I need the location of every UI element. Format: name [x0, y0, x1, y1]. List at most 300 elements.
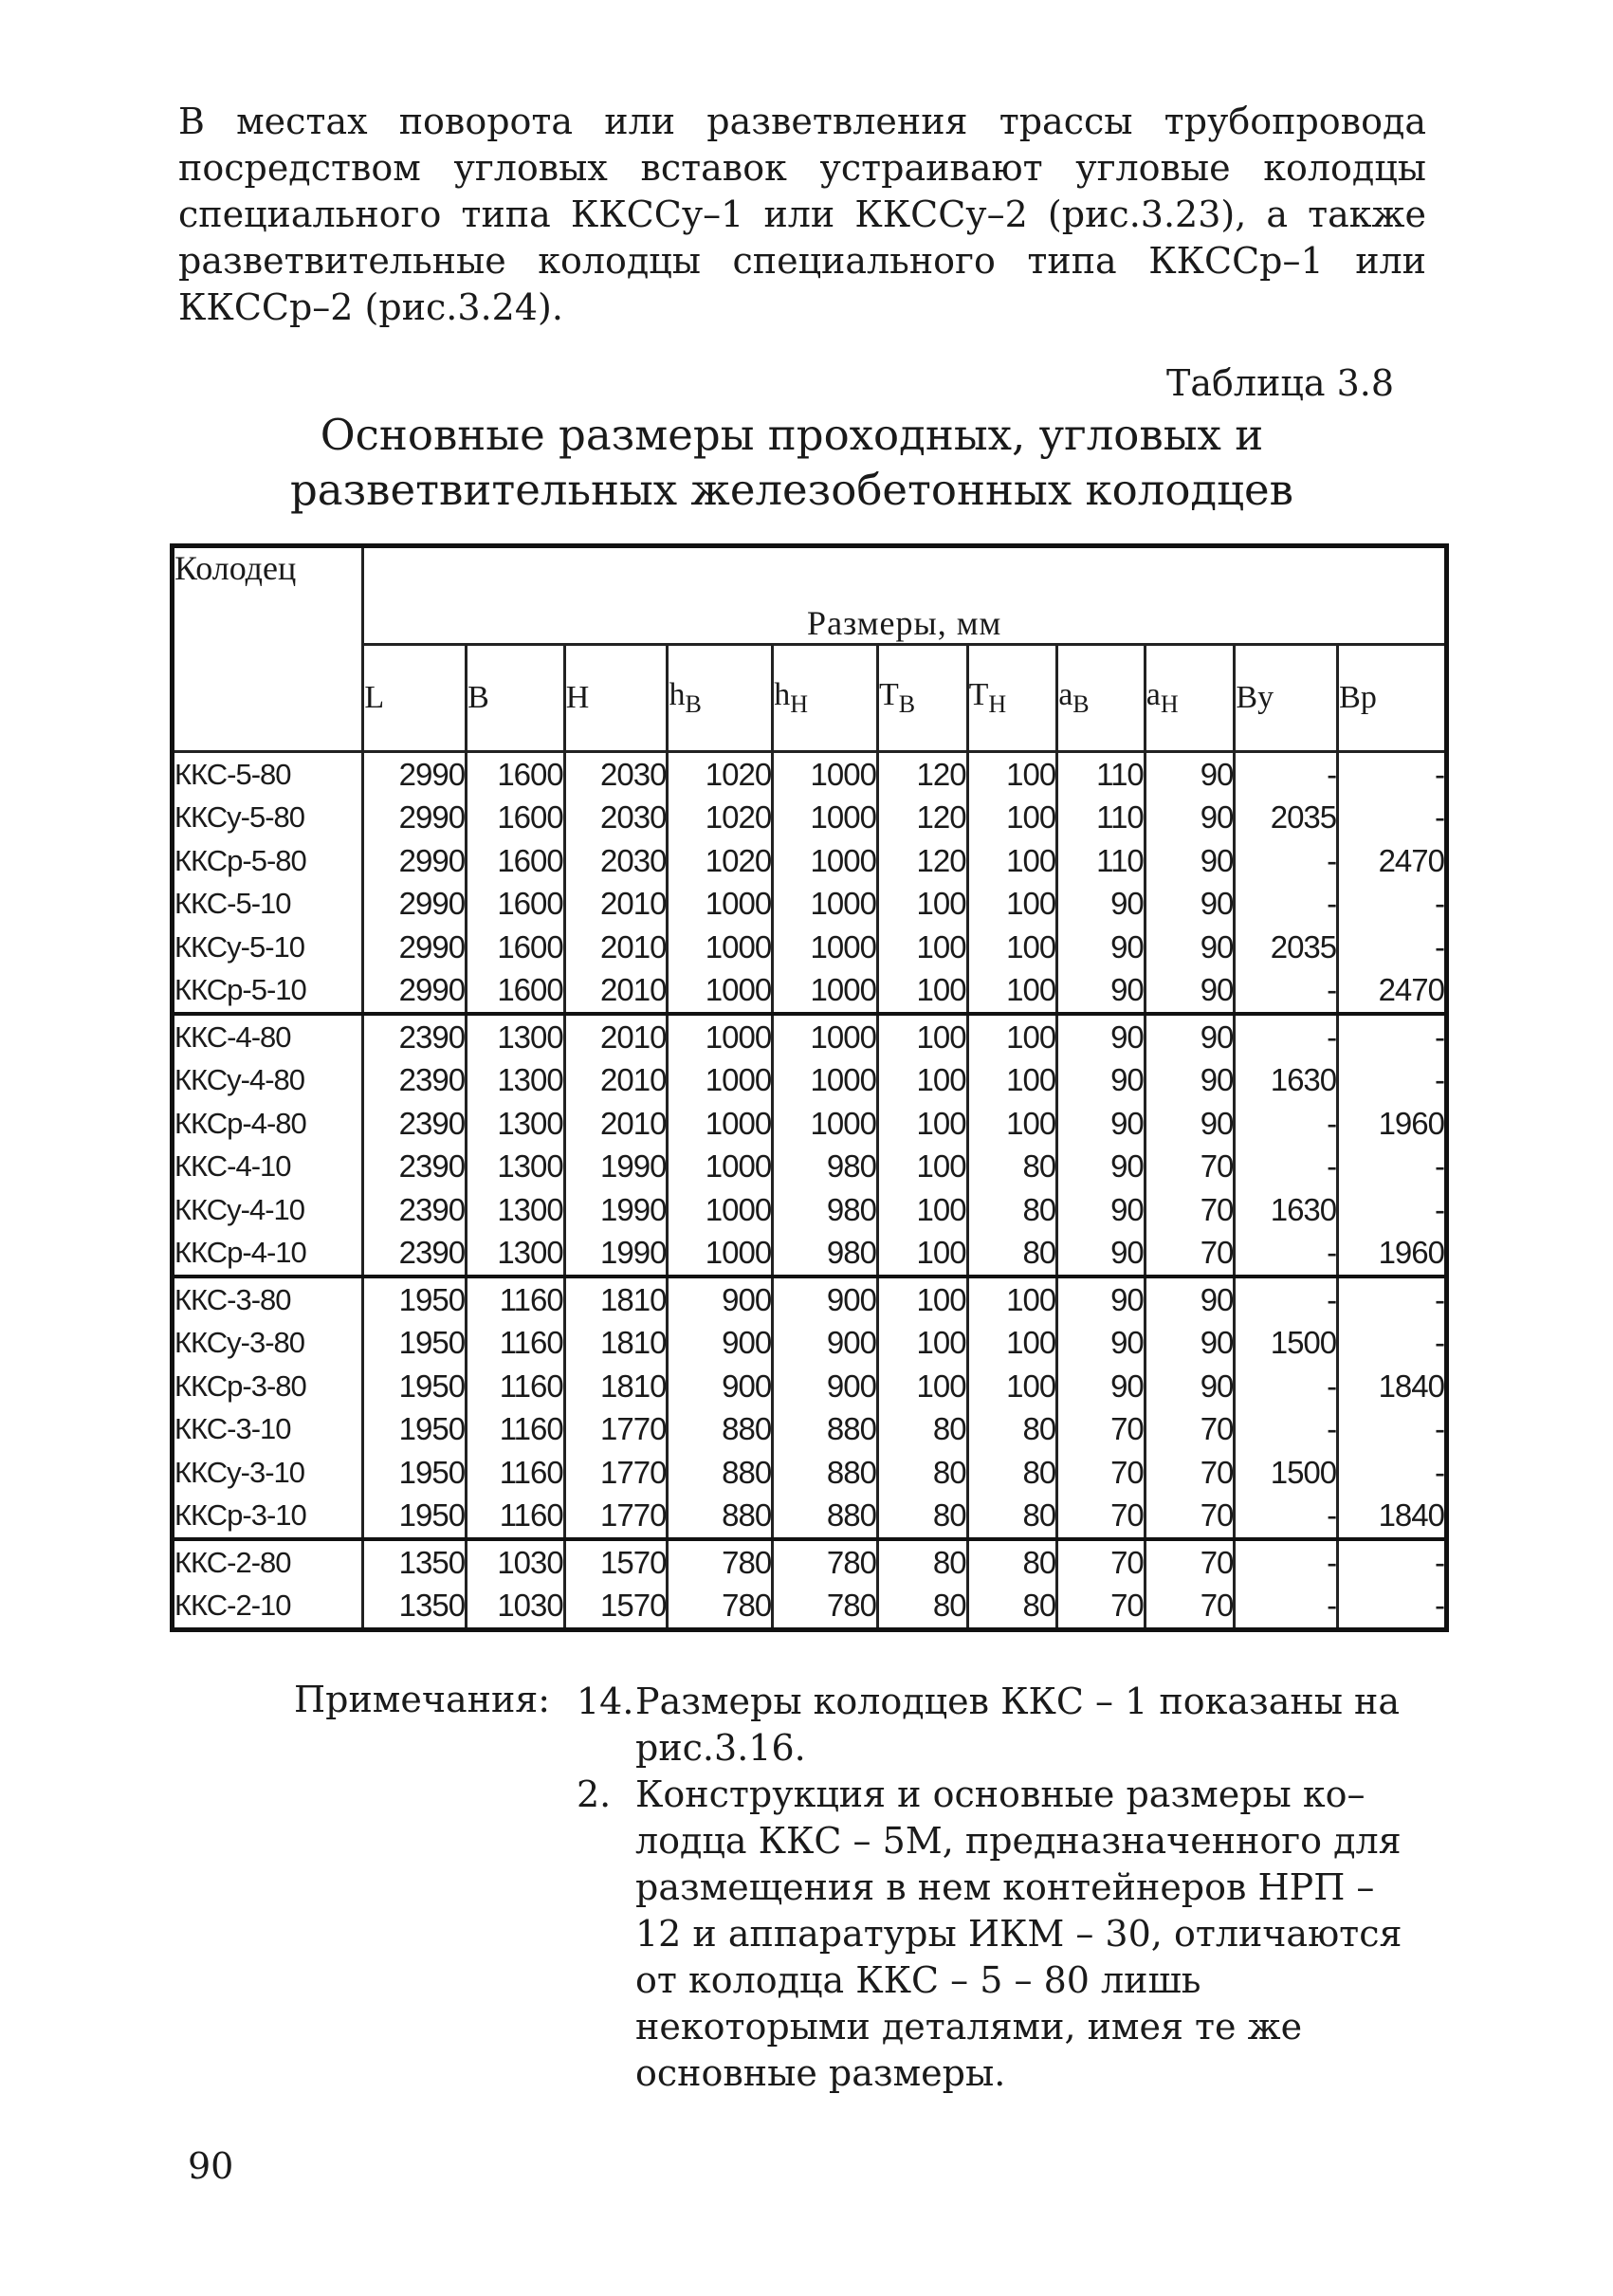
header-column [564, 645, 668, 752]
note-number: 14. [577, 1681, 634, 1722]
value-cell: - [1338, 1408, 1447, 1452]
value-cell: 1020 [668, 752, 773, 797]
value-cell: 1000 [668, 1059, 773, 1103]
well-name-cell: ККС-4-80 [173, 1014, 363, 1059]
value-cell: 1770 [564, 1408, 668, 1452]
table-row [173, 1585, 1447, 1630]
value-cell: 1020 [668, 839, 773, 883]
value-cell: 100 [877, 1365, 967, 1408]
header-dimensions-group: Размеры, мм [363, 546, 1447, 645]
well-name-cell: ККС-2-10 [173, 1585, 363, 1630]
value-cell: 980 [773, 1232, 878, 1277]
value-cell: 80 [967, 1188, 1057, 1232]
value-cell: 100 [877, 883, 967, 927]
value-cell: 90 [1057, 1188, 1146, 1232]
value-cell: 1500 [1235, 1451, 1338, 1495]
value-cell: 2390 [363, 1059, 467, 1103]
header-column-subscript: Н [790, 689, 808, 718]
header-column [1235, 645, 1338, 752]
value-cell: 90 [1145, 1102, 1235, 1146]
value-cell: - [1235, 1277, 1338, 1322]
value-cell: 1160 [467, 1451, 565, 1495]
value-cell: 80 [967, 1539, 1057, 1585]
table-row [173, 1232, 1447, 1277]
value-cell: 1600 [467, 926, 565, 969]
value-cell: 1000 [668, 969, 773, 1015]
note-item [577, 1772, 1411, 2097]
value-cell: 90 [1057, 1146, 1146, 1189]
value-cell: - [1338, 1146, 1447, 1189]
value-cell: 980 [773, 1146, 878, 1189]
well-name-cell: ККС-3-10 [173, 1408, 363, 1452]
value-cell: 780 [668, 1539, 773, 1585]
notes-list [577, 1679, 1411, 2097]
value-cell: - [1235, 1102, 1338, 1146]
value-cell: 1000 [773, 969, 878, 1015]
value-cell: 900 [668, 1322, 773, 1366]
value-cell: 2470 [1338, 839, 1447, 883]
value-cell: 1990 [564, 1146, 668, 1189]
value-cell: 2990 [363, 752, 467, 797]
value-cell: 120 [877, 797, 967, 840]
value-cell: - [1235, 1146, 1338, 1189]
value-cell: 880 [668, 1495, 773, 1540]
well-name-cell: ККСу-3-80 [173, 1322, 363, 1366]
well-name-cell: ККСу-5-10 [173, 926, 363, 969]
value-cell: 90 [1057, 926, 1146, 969]
value-cell: 1300 [467, 1146, 565, 1189]
header-column [363, 645, 467, 752]
value-cell: 90 [1057, 1365, 1146, 1408]
table-row [173, 1495, 1447, 1540]
value-cell: 1630 [1235, 1188, 1338, 1232]
table-title-line-2: разветвительных железобетонных колодцев [289, 465, 1294, 515]
well-name-cell: ККС-5-10 [173, 883, 363, 927]
header-column-subscript: В [1072, 689, 1090, 718]
value-cell: 110 [1057, 839, 1146, 883]
table-row [173, 1059, 1447, 1103]
well-name-cell: ККСу-4-80 [173, 1059, 363, 1103]
well-name-cell: ККС-2-80 [173, 1539, 363, 1585]
header-column-subscript: Н [1160, 689, 1179, 718]
table-row [173, 1188, 1447, 1232]
value-cell: - [1338, 1322, 1447, 1366]
value-cell: 100 [967, 883, 1057, 927]
table-row [173, 797, 1447, 840]
value-cell: 100 [967, 1322, 1057, 1366]
value-cell: 100 [967, 969, 1057, 1015]
header-column-symbol: Bу [1236, 680, 1274, 715]
value-cell: - [1338, 797, 1447, 840]
value-cell: 2030 [564, 752, 668, 797]
well-name-cell: ККСу-3-10 [173, 1451, 363, 1495]
value-cell: 780 [773, 1539, 878, 1585]
value-cell: 1950 [363, 1408, 467, 1452]
value-cell: 2010 [564, 1014, 668, 1059]
value-cell: 1810 [564, 1322, 668, 1366]
value-cell: 1950 [363, 1495, 467, 1540]
value-cell: 1770 [564, 1451, 668, 1495]
value-cell: - [1338, 752, 1447, 797]
well-name-cell: ККСр-4-10 [173, 1232, 363, 1277]
header-well: Колодец [173, 546, 363, 752]
value-cell: 1000 [668, 1146, 773, 1189]
note-number: 2. [577, 1773, 612, 1815]
table-row [173, 969, 1447, 1015]
value-cell: 900 [668, 1277, 773, 1322]
value-cell: 110 [1057, 752, 1146, 797]
value-cell: 1300 [467, 1102, 565, 1146]
value-cell: 100 [967, 1102, 1057, 1146]
value-cell: 2035 [1235, 926, 1338, 969]
value-cell: 1990 [564, 1188, 668, 1232]
value-cell: 120 [877, 752, 967, 797]
value-cell: 70 [1145, 1585, 1235, 1630]
table-row [173, 1014, 1447, 1059]
value-cell: 1020 [668, 797, 773, 840]
well-name-cell: ККС-5-80 [173, 752, 363, 797]
value-cell: 1160 [467, 1322, 565, 1366]
value-cell: 90 [1145, 752, 1235, 797]
value-cell: 1500 [1235, 1322, 1338, 1366]
value-cell: 90 [1145, 1277, 1235, 1322]
value-cell: 1810 [564, 1365, 668, 1408]
well-name-cell: ККС-3-80 [173, 1277, 363, 1322]
value-cell: 2990 [363, 969, 467, 1015]
value-cell: - [1338, 1451, 1447, 1495]
header-column-symbol: h [669, 677, 686, 713]
header-column [668, 645, 773, 752]
value-cell: 80 [877, 1408, 967, 1452]
value-cell: - [1235, 1014, 1338, 1059]
value-cell: 2010 [564, 969, 668, 1015]
note-text: Размеры колодцев ККС – 1 показаны на рис.3.16. [635, 1681, 1401, 1769]
value-cell: 900 [773, 1365, 878, 1408]
value-cell: 90 [1145, 1322, 1235, 1366]
value-cell: 90 [1057, 1232, 1146, 1277]
value-cell: 1600 [467, 752, 565, 797]
value-cell: - [1235, 1495, 1338, 1540]
value-cell: 110 [1057, 797, 1146, 840]
value-cell: 2390 [363, 1232, 467, 1277]
value-cell: 2390 [363, 1014, 467, 1059]
header-column-symbol: Bр [1339, 680, 1377, 715]
value-cell: 1000 [773, 839, 878, 883]
value-cell: 1600 [467, 969, 565, 1015]
value-cell: - [1235, 752, 1338, 797]
value-cell: 100 [967, 839, 1057, 883]
value-cell: 1300 [467, 1188, 565, 1232]
value-cell: - [1338, 1539, 1447, 1585]
value-cell: 70 [1145, 1408, 1235, 1452]
header-column-subscript: Н [988, 689, 1007, 718]
value-cell: 2035 [1235, 797, 1338, 840]
value-cell: 100 [877, 1059, 967, 1103]
table-row [173, 1102, 1447, 1146]
value-cell: 880 [668, 1408, 773, 1452]
notes-label: Примечания: [294, 1679, 551, 1720]
value-cell: 90 [1145, 926, 1235, 969]
value-cell: 1000 [773, 752, 878, 797]
dimensions-table [170, 543, 1449, 1632]
table-row [173, 1146, 1447, 1189]
value-cell: - [1235, 1408, 1338, 1452]
value-cell: 70 [1145, 1539, 1235, 1585]
intro-paragraph: В местах поворота или разветвления трассы трубопровода посредством угловых вставок устраивают угловые колодцы специального типа ККССу–1 или ККССу–2 (рис.3.23), а также разветвительные колодцы специального типа ККССр–1 или ККССр–2 (рис.3.24). [178, 101, 1426, 328]
value-cell: 80 [967, 1232, 1057, 1277]
value-cell: 1570 [564, 1539, 668, 1585]
header-column [773, 645, 878, 752]
value-cell: - [1338, 1188, 1447, 1232]
value-cell: 2990 [363, 883, 467, 927]
well-name-cell: ККСр-3-80 [173, 1365, 363, 1408]
value-cell: 2990 [363, 797, 467, 840]
value-cell: 1600 [467, 883, 565, 927]
value-cell: - [1338, 1014, 1447, 1059]
page-number: 90 [188, 2145, 234, 2187]
table-title-line-1: Основные размеры проходных, угловых и [320, 410, 1264, 460]
header-column-symbol: H [565, 680, 590, 715]
header-column-symbol: T [878, 677, 899, 713]
value-cell: 780 [668, 1585, 773, 1630]
value-cell: - [1235, 1232, 1338, 1277]
value-cell: 1000 [773, 1102, 878, 1146]
value-cell: 90 [1145, 969, 1235, 1015]
value-cell: 1600 [467, 797, 565, 840]
value-cell: 90 [1057, 1277, 1146, 1322]
well-name-cell: ККСу-5-80 [173, 797, 363, 840]
value-cell: 880 [773, 1451, 878, 1495]
value-cell: 1840 [1338, 1495, 1447, 1540]
value-cell: 880 [773, 1495, 878, 1540]
value-cell: 80 [967, 1408, 1057, 1452]
value-cell: 1570 [564, 1585, 668, 1630]
table-row [173, 839, 1447, 883]
value-cell: 90 [1145, 1365, 1235, 1408]
value-cell: 100 [877, 1102, 967, 1146]
value-cell: 100 [877, 1188, 967, 1232]
value-cell: 80 [877, 1451, 967, 1495]
value-cell: 100 [877, 969, 967, 1015]
value-cell: 90 [1145, 839, 1235, 883]
value-cell: 90 [1145, 1059, 1235, 1103]
value-cell: 1030 [467, 1585, 565, 1630]
value-cell: 1000 [668, 1014, 773, 1059]
value-cell: 90 [1057, 1322, 1146, 1366]
value-cell: 2470 [1338, 969, 1447, 1015]
header-column-symbol: a [1146, 677, 1161, 713]
value-cell: 1950 [363, 1277, 467, 1322]
value-cell: 1300 [467, 1059, 565, 1103]
value-cell: - [1235, 969, 1338, 1015]
value-cell: 1000 [773, 883, 878, 927]
value-cell: 1950 [363, 1365, 467, 1408]
well-name-cell: ККСр-5-80 [173, 839, 363, 883]
value-cell: 880 [773, 1408, 878, 1452]
value-cell: 1350 [363, 1585, 467, 1630]
value-cell: 1600 [467, 839, 565, 883]
value-cell: 1300 [467, 1014, 565, 1059]
well-name-cell: ККС-4-10 [173, 1146, 363, 1189]
header-column-subscript: В [898, 689, 916, 718]
value-cell: 1000 [773, 1059, 878, 1103]
value-cell: 120 [877, 839, 967, 883]
value-cell: 100 [967, 926, 1057, 969]
value-cell: 1000 [668, 1188, 773, 1232]
table-row [173, 1277, 1447, 1322]
table-row [173, 1365, 1447, 1408]
value-cell: - [1338, 1059, 1447, 1103]
value-cell: - [1338, 926, 1447, 969]
well-name-cell: ККСр-5-10 [173, 969, 363, 1015]
value-cell: - [1338, 883, 1447, 927]
value-cell: 90 [1145, 797, 1235, 840]
table-row [173, 926, 1447, 969]
value-cell: 2010 [564, 1059, 668, 1103]
value-cell: 2990 [363, 839, 467, 883]
value-cell: 100 [967, 1059, 1057, 1103]
table-row [173, 752, 1447, 797]
value-cell: 90 [1057, 969, 1146, 1015]
value-cell: 1950 [363, 1451, 467, 1495]
header-column-symbol: L [364, 680, 385, 715]
value-cell: - [1235, 839, 1338, 883]
header-column [1338, 645, 1447, 752]
header-column-symbol: h [774, 677, 791, 713]
table-title [237, 408, 1347, 518]
value-cell: 70 [1057, 1495, 1146, 1540]
value-cell: 100 [967, 1014, 1057, 1059]
well-name-cell: ККСр-3-10 [173, 1495, 363, 1540]
value-cell: 100 [967, 752, 1057, 797]
value-cell: 2990 [363, 926, 467, 969]
value-cell: - [1235, 1365, 1338, 1408]
value-cell: 2010 [564, 1102, 668, 1146]
table-label: Таблица 3.8 [1166, 362, 1394, 404]
value-cell: 1950 [363, 1322, 467, 1366]
header-column [467, 645, 565, 752]
value-cell: 100 [877, 1232, 967, 1277]
value-cell: 2390 [363, 1102, 467, 1146]
table-row [173, 1322, 1447, 1366]
value-cell: 1810 [564, 1277, 668, 1322]
well-name-cell: ККСр-4-80 [173, 1102, 363, 1146]
value-cell: 1960 [1338, 1102, 1447, 1146]
value-cell: 2010 [564, 883, 668, 927]
value-cell: 2030 [564, 839, 668, 883]
value-cell: 1160 [467, 1408, 565, 1452]
value-cell: 2390 [363, 1188, 467, 1232]
value-cell: 100 [967, 1365, 1057, 1408]
value-cell: 90 [1145, 883, 1235, 927]
value-cell: 2010 [564, 926, 668, 969]
value-cell: 1840 [1338, 1365, 1447, 1408]
value-cell: 1960 [1338, 1232, 1447, 1277]
value-cell: 70 [1145, 1232, 1235, 1277]
value-cell: 1000 [773, 1014, 878, 1059]
value-cell: 1630 [1235, 1059, 1338, 1103]
value-cell: 1990 [564, 1232, 668, 1277]
value-cell: 80 [877, 1495, 967, 1540]
table-row [173, 1451, 1447, 1495]
table-row [173, 1539, 1447, 1585]
header-column [1145, 645, 1235, 752]
value-cell: 1160 [467, 1277, 565, 1322]
value-cell: 70 [1057, 1539, 1146, 1585]
value-cell: 70 [1057, 1585, 1146, 1630]
value-cell: 1000 [668, 1102, 773, 1146]
value-cell: 70 [1145, 1188, 1235, 1232]
value-cell: - [1338, 1585, 1447, 1630]
value-cell: 1350 [363, 1539, 467, 1585]
value-cell: 900 [773, 1277, 878, 1322]
value-cell: 80 [967, 1585, 1057, 1630]
value-cell: 100 [877, 1322, 967, 1366]
value-cell: 70 [1057, 1451, 1146, 1495]
value-cell: 1000 [773, 926, 878, 969]
value-cell: 980 [773, 1188, 878, 1232]
value-cell: - [1235, 883, 1338, 927]
value-cell: 100 [967, 797, 1057, 840]
header-column [877, 645, 967, 752]
well-name-cell: ККСу-4-10 [173, 1188, 363, 1232]
value-cell: 1000 [668, 883, 773, 927]
value-cell: 1160 [467, 1495, 565, 1540]
header-column-symbol: B [467, 680, 489, 715]
value-cell: 1000 [668, 926, 773, 969]
value-cell: 80 [967, 1146, 1057, 1189]
value-cell: 1300 [467, 1232, 565, 1277]
value-cell: - [1235, 1585, 1338, 1630]
header-column [967, 645, 1057, 752]
value-cell: 70 [1145, 1495, 1235, 1540]
table-row [173, 883, 1447, 927]
value-cell: 80 [877, 1585, 967, 1630]
value-cell: 90 [1057, 883, 1146, 927]
value-cell: 100 [877, 1014, 967, 1059]
value-cell: 70 [1145, 1146, 1235, 1189]
value-cell: 900 [773, 1322, 878, 1366]
value-cell: 880 [668, 1451, 773, 1495]
value-cell: 900 [668, 1365, 773, 1408]
header-column-subscript: В [685, 689, 702, 718]
value-cell: - [1235, 1539, 1338, 1585]
value-cell: 100 [967, 1277, 1057, 1322]
value-cell: 2030 [564, 797, 668, 840]
value-cell: 1000 [668, 1232, 773, 1277]
value-cell: 80 [967, 1451, 1057, 1495]
value-cell: 780 [773, 1585, 878, 1630]
value-cell: 1770 [564, 1495, 668, 1540]
value-cell: 70 [1145, 1451, 1235, 1495]
value-cell: 90 [1145, 1014, 1235, 1059]
note-item [577, 1679, 1411, 1772]
value-cell: - [1338, 1277, 1447, 1322]
table-row [173, 1408, 1447, 1452]
header-column [1057, 645, 1146, 752]
value-cell: 90 [1057, 1014, 1146, 1059]
value-cell: 70 [1057, 1408, 1146, 1452]
header-column-symbol: T [968, 677, 989, 713]
value-cell: 1000 [773, 797, 878, 840]
value-cell: 100 [877, 926, 967, 969]
value-cell: 1160 [467, 1365, 565, 1408]
value-cell: 90 [1057, 1102, 1146, 1146]
value-cell: 100 [877, 1277, 967, 1322]
value-cell: 100 [877, 1146, 967, 1189]
note-text: Конструкция и основные размеры ко– лодца ККС – 5М, предназначенного для размещения в нем контейнеров НРП – 12 и аппаратуры ИКМ – 30, отличаются от колодца ККС – 5 – 80 лишь некоторыми деталями, имея те же основные размеры. [635, 1773, 1402, 2094]
value-cell: 2390 [363, 1146, 467, 1189]
